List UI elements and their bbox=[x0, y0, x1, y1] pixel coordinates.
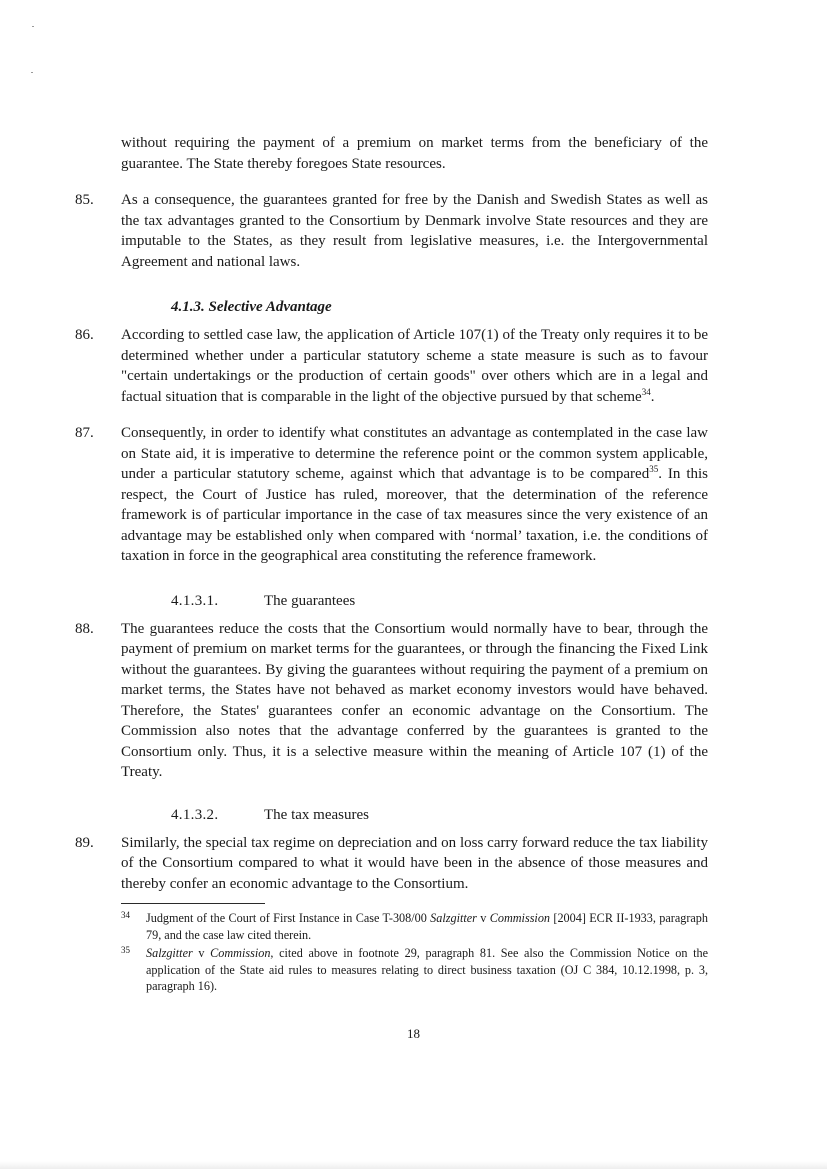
paragraph-88 bbox=[75, 619, 708, 783]
footnote-reference: 34 bbox=[641, 386, 651, 397]
paragraph-number: 88. bbox=[75, 620, 94, 637]
paragraph-86 bbox=[75, 325, 708, 407]
paragraph-number: 86. bbox=[75, 327, 94, 343]
footnote-text: v bbox=[192, 946, 211, 960]
paragraph-text: Consequently, in order to identify what constitutes an advantage as contemplated in the case law on State aid, it is imperative to determine the reference point or the common system applicable, under a particular statutory scheme, against which that advantage is to be compared bbox=[121, 425, 708, 482]
subsection-number: 4.1.3.1. bbox=[171, 592, 219, 609]
scan-speck bbox=[32, 26, 34, 27]
footnote-case-party: Salzgitter bbox=[146, 946, 193, 960]
paragraph-continuation: without requiring the payment of a premium on market terms from the beneficiary of the guarantee. The State thereby foregoes State resources. bbox=[121, 135, 708, 172]
footnote-case-party: Commission bbox=[489, 911, 551, 925]
subsection-heading-4-1-3-2 bbox=[171, 805, 827, 825]
footnote-text: v bbox=[476, 911, 490, 925]
footnote-mark: 34 bbox=[121, 910, 130, 920]
footnote-case-party: Salzgitter bbox=[430, 911, 477, 925]
subsection-number: 4.1.3.2. bbox=[171, 806, 219, 823]
paragraph-89 bbox=[75, 833, 708, 895]
footnote-mark: 35 bbox=[121, 945, 130, 955]
footnote-reference: 35 bbox=[649, 464, 659, 474]
footnote-case-party: Commission bbox=[210, 946, 271, 960]
footnotes bbox=[121, 903, 708, 997]
page-number: 18 bbox=[407, 1026, 420, 1041]
paragraph-number: 89. bbox=[75, 834, 94, 851]
paragraph-text: The guarantees reduce the costs that the Consortium would normally have to bear, through the payment of premium on market terms for the guarantees, or through the financing the Fixed Link without the guarantees. By giving the guarantees without requiring the payment of a premium on market terms, the States have not behaved as market economy investors would have behaved. Therefore, the States' guarantees confer an economic advantage on the Consortium. The Commission also notes that the advantage conferred by the guarantees is granted to the Consortium only. Thus, it is a selective measure within the meaning of Article 107 (1) of the Treaty. bbox=[121, 620, 708, 780]
section-heading-4-1-3: 4.1.3. Selective Advantage bbox=[171, 299, 332, 315]
scan-edge-shadow bbox=[0, 1161, 827, 1169]
subsection-heading-4-1-3-1 bbox=[171, 591, 827, 611]
subsection-title: The tax measures bbox=[264, 806, 369, 823]
footnote-text: Judgment of the Court of First Instance in Case T-308/00 bbox=[146, 911, 431, 925]
paragraph-text-end: . bbox=[650, 388, 655, 405]
footnote-34 bbox=[121, 910, 708, 943]
paragraph-number: 85. bbox=[75, 192, 94, 208]
footnote-text: [2004] ECR II-1933, paragraph 79, and the case law cited therein. bbox=[146, 911, 708, 942]
paragraph-text: As a consequence, the guarantees granted for free by the Danish and Swedish States as well as the tax advantages granted to the Consortium by Denmark involve State resources and they are imputable to the States, as they result from legislative measures, i.e. the Intergovernmental Agreement and national laws. bbox=[121, 192, 708, 270]
footnote-text: , cited above in footnote 29, paragraph 81. See also the Commission Notice on the application of the State aid rules to measures relating to direct business taxation (OJ C 384, 10.12.1998, p. 3, paragraph 16). bbox=[146, 946, 708, 993]
footnote-35 bbox=[121, 945, 708, 995]
paragraph-text-cont: . In this respect, the Court of Justice has ruled, moreover, that the determination of the reference framework is of particular importance in the case of tax measures since the very existence of an advantage may be established only when compared with ‘normal’ taxation, i.e. the conditions of taxation in force in the geographical area constituting the reference framework. bbox=[121, 466, 709, 564]
footnote-separator bbox=[121, 903, 265, 904]
paragraph-85 bbox=[75, 190, 708, 272]
subsection-title: The guarantees bbox=[264, 592, 356, 609]
paragraph-text: Similarly, the special tax regime on depreciation and on loss carry forward reduce the tax liability of the Consortium compared to what it would have been in the absence of those measures and thereby confer an economic advantage to the Consortium. bbox=[121, 834, 708, 892]
paragraph-text: According to settled case law, the application of Article 107(1) of the Treaty only requires it to be determined whether under a particular statutory scheme a state measure is such as to favour "certain undertakings or the production of certain goods" over others which are in a legal and factual situation that is comparable in the light of the objective pursued by that scheme bbox=[121, 327, 708, 405]
body-text bbox=[0, 133, 827, 894]
paragraph-87 bbox=[75, 423, 709, 567]
paragraph-number: 87. bbox=[75, 425, 94, 441]
scan-speck bbox=[31, 72, 33, 73]
